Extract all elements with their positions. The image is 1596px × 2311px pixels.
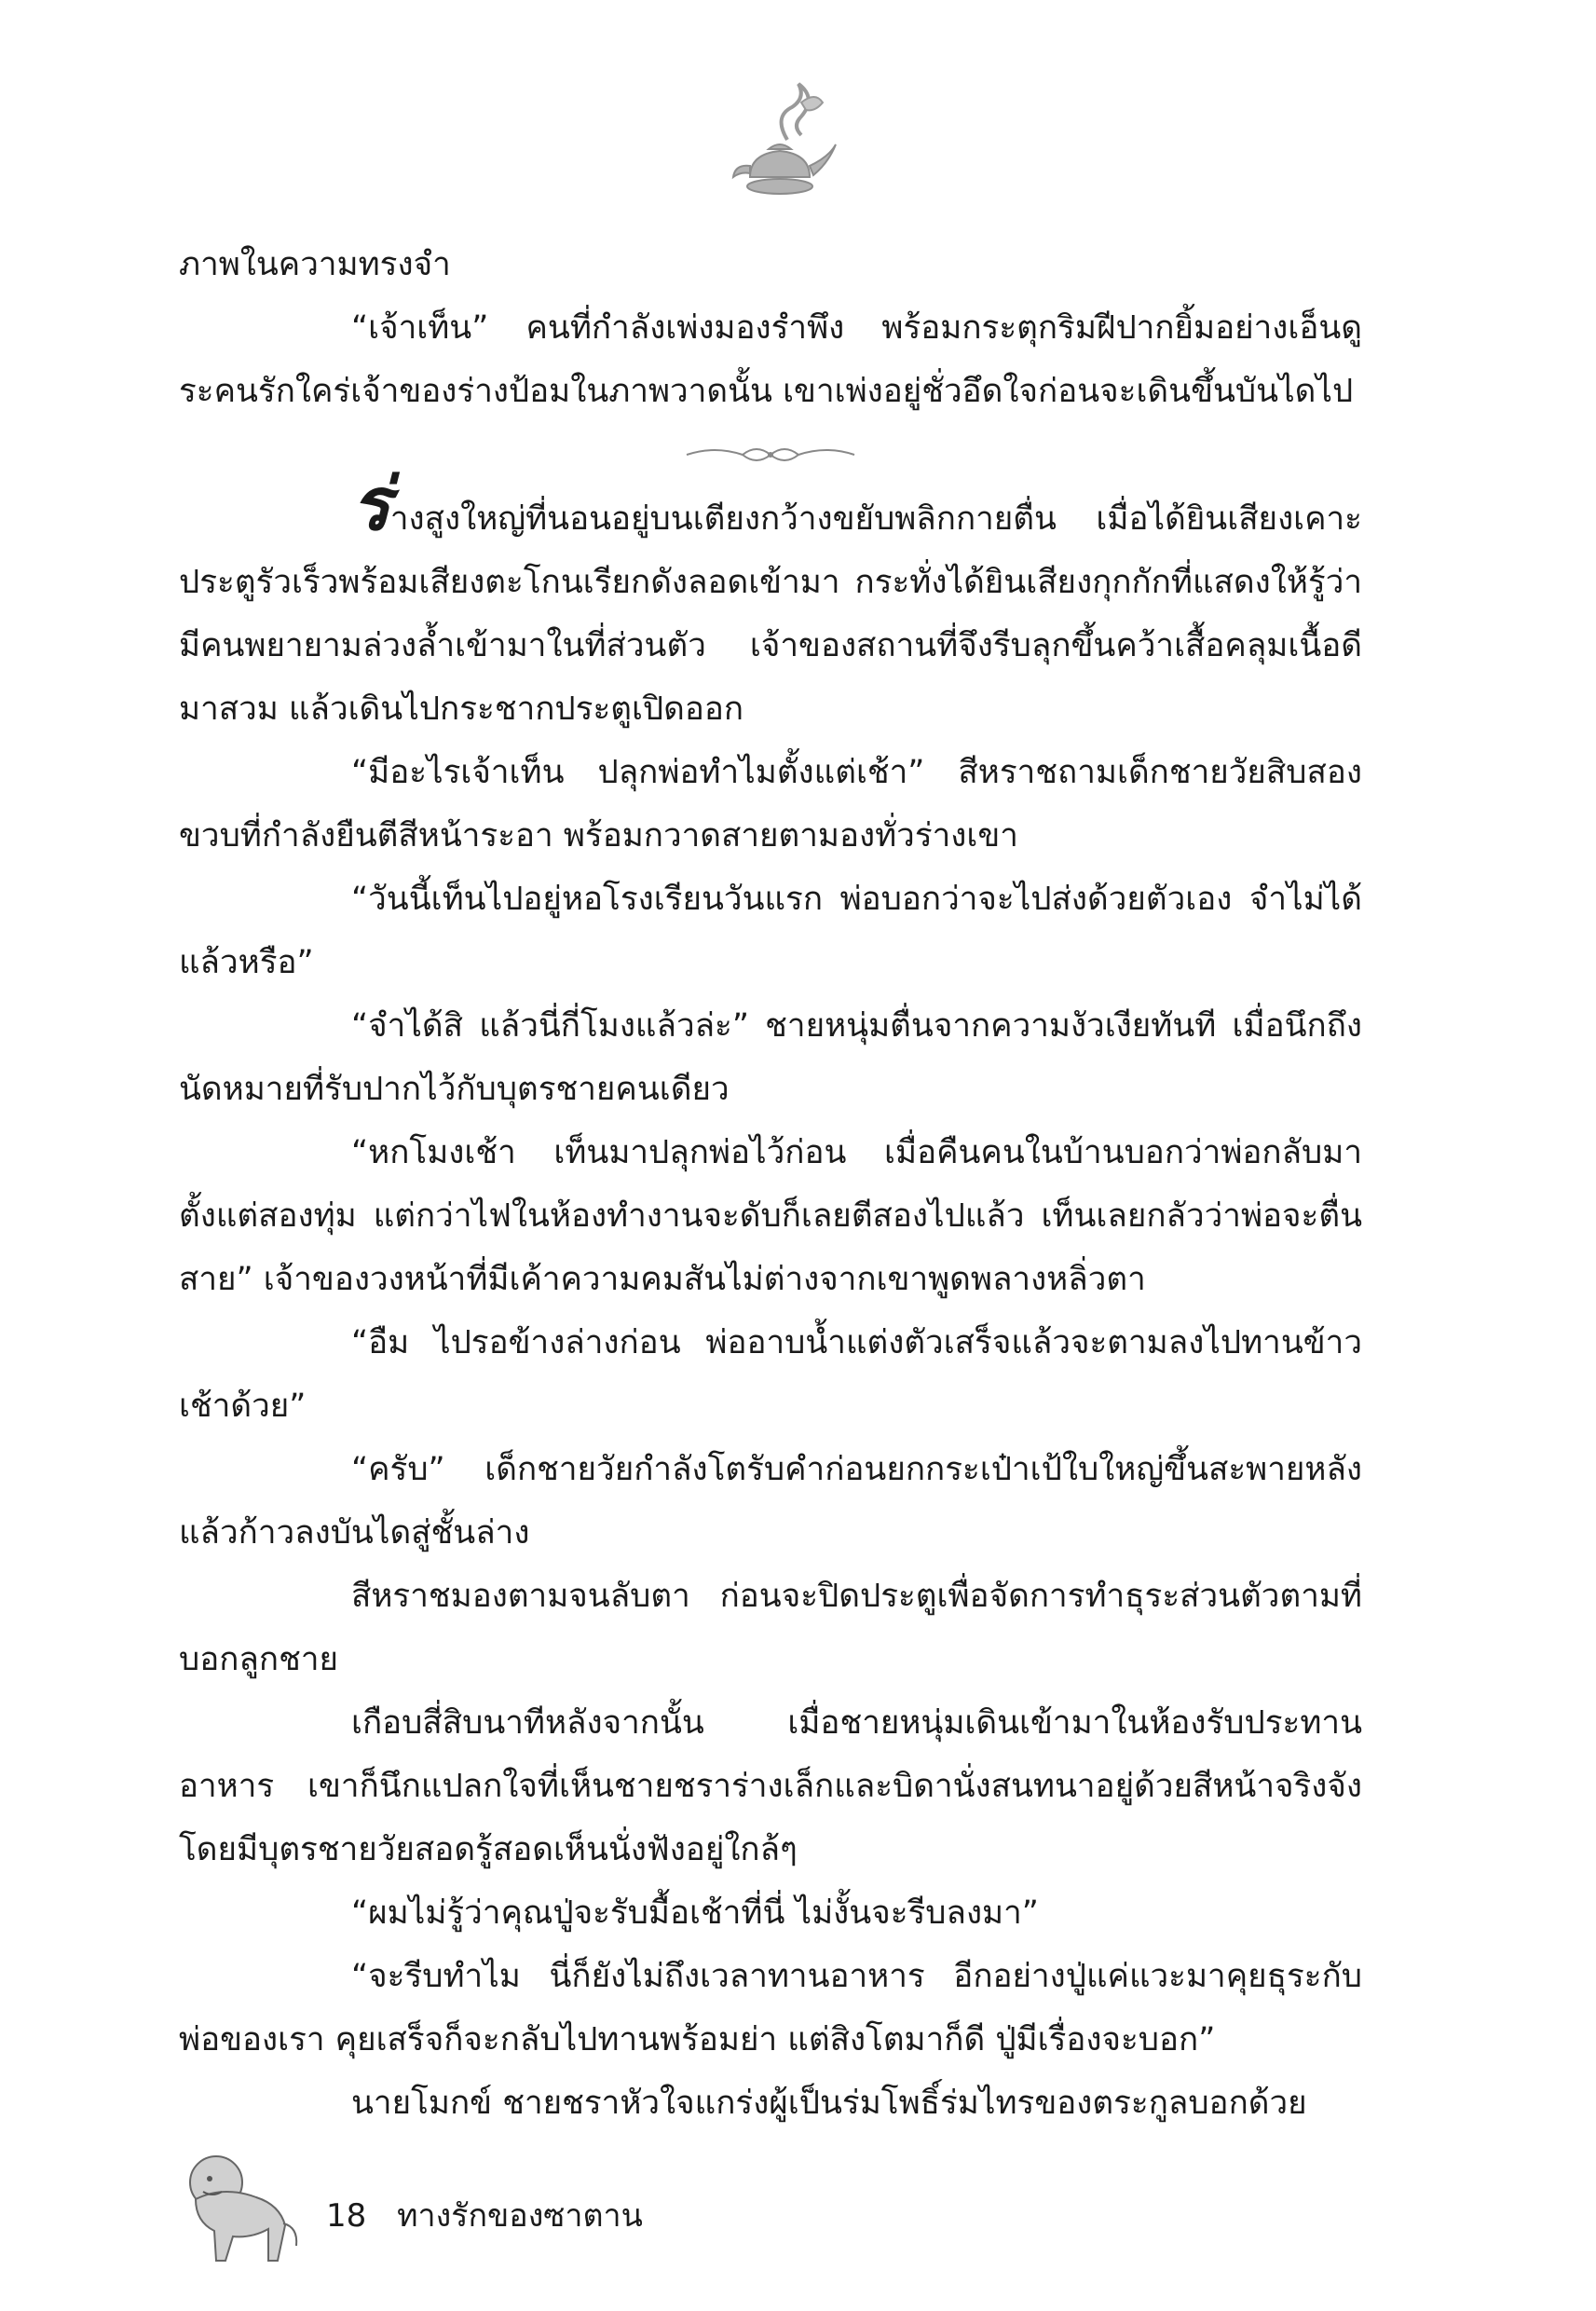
paragraph-10: สีหราชมองตามจนลับตา ก่อนจะปิดประตูเพื่อจัดการทำธุระส่วนตัวตามที่บอกลูกชาย [179, 1578, 1362, 1678]
paragraph-2: “เจ้าเท็น” คนที่กำลังเพ่งมองรำพึง พร้อมกระตุกริมฝีปากยิ้มอย่างเอ็นดูระคนรักใคร่เจ้าของร่างป้อมในภาพวาดนั้น เขาเพ่งอยู่ชั่วอึดใจก่อนจะเดินขึ้นบันไดไป [179, 309, 1362, 410]
paragraph-13: “จะรีบทำไม นี่ก็ยังไม่ถึงเวลาทานอาหาร อีกอย่างปู่แค่แวะมาคุยธุระกับพ่อของเรา คุยเสร็จก็จะกลับไปทานพร้อมย่า แต่สิงโตมาก็ดี ปู่มีเรื่องจะบอก” [179, 1958, 1362, 2058]
paragraph-4: “มีอะไรเจ้าเท็น ปลุกพ่อทำไมตั้งแต่เช้า” สีหราชถามเด็กชายวัยสิบสองขวบที่กำลังยืนตีสีหน้าระอา พร้อมกวาดสายตามองทั่วร่างเขา [179, 754, 1362, 855]
drop-cap: ร่ [351, 463, 390, 547]
paragraph-9: “ครับ” เด็กชายวัยกำลังโตรับคำก่อนยกกระเป๋าเป้ใบใหญ่ขึ้นสะพายหลังแล้วก้าวลงบันไดสู่ชั้นล่าง [179, 1451, 1362, 1552]
paragraph-12: “ผมไม่รู้ว่าคุณปู่จะรับมื้อเช้าที่นี่ ไม่งั้นจะรีบลงมา” [351, 1894, 1039, 1932]
teapot-ornament-icon [713, 75, 853, 214]
paragraph-6: “จำได้สิ แล้วนี่กี่โมงแล้วล่ะ” ชายหนุ่มตื่นจากความงัวเงียทันที เมื่อนึกถึงนัดหมายที่รับปากไว้กับบุตรชายคนเดียว [179, 1007, 1362, 1108]
paragraph-8: “อืม ไปรอข้างล่างก่อน พ่ออาบน้ำแต่งตัวเสร็จแล้วจะตามลงไปทานข้าวเช้าด้วย” [179, 1324, 1362, 1425]
page-footer [168, 2134, 820, 2274]
body-text [179, 233, 1362, 2135]
paragraph-3: ร่างสูงใหญ่ที่นอนอยู่บนเตียงกว้างขยับพลิกกายตื่น เมื่อได้ยินเสียงเคาะประตูรัวเร็วพร้อมเสียงตะโกนเรียกดังลอดเข้ามา กระทั่งได้ยินเสียงกุกกักที่แสดงให้รู้ว่ามีคนพยายามล่วงล้ำเข้ามาในที่ส่วนตัว เจ้าของสถานที่จึงรีบลุกขึ้นคว้าเสื้อคลุมเนื้อดีมาสวม แล้วเดินไปกระชากประตูเปิดออก [179, 463, 1362, 728]
lion-icon [168, 2134, 307, 2274]
page-number: 18 [326, 2197, 367, 2235]
paragraph-7: “หกโมงเช้า เท็นมาปลุกพ่อไว้ก่อน เมื่อคืนคนในบ้านบอกว่าพ่อกลับมาตั้งแต่สองทุ่ม แต่กว่าไฟในห้องทำงานจะดับก็เลยตีสองไปแล้ว เท็นเลยกลัวว่าพ่อจะตื่นสาย” เจ้าของวงหน้าที่มีเค้าความคมสันไม่ต่างจากเขาพูดพลางหลิ่วตา [179, 1134, 1362, 1298]
footer-text [326, 2190, 663, 2240]
paragraph-5: “วันนี้เท็นไปอยู่หอโรงเรียนวันแรก พ่อบอกว่าจะไปส่งด้วยตัวเอง จำไม่ได้แล้วหรือ” [179, 881, 1362, 981]
paragraph-14: นายโมกข์ ชายชราหัวใจแกร่งผู้เป็นร่มโพธิ์ร่มไทรของตระกูลบอกด้วย [351, 2085, 1307, 2122]
paragraph-1: ภาพในความทรงจำ [179, 246, 451, 283]
paragraph-11: เกือบสี่สิบนาทีหลังจากนั้น เมื่อชายหนุ่มเดินเข้ามาในห้องรับประทานอาหาร เขาก็นึกแปลกใจที่เห็นชายชราร่างเล็กและบิดานั่งสนทนาอยู่ด้วยสีหน้าจริงจัง โดยมีบุตรชายวัยสอดรู้สอดเห็นนั่งฟังอยู่ใกล้ๆ [179, 1704, 1362, 1868]
book-title: ทางรักของซาตาน [397, 2197, 643, 2235]
scroll-ornament-icon [677, 436, 864, 473]
